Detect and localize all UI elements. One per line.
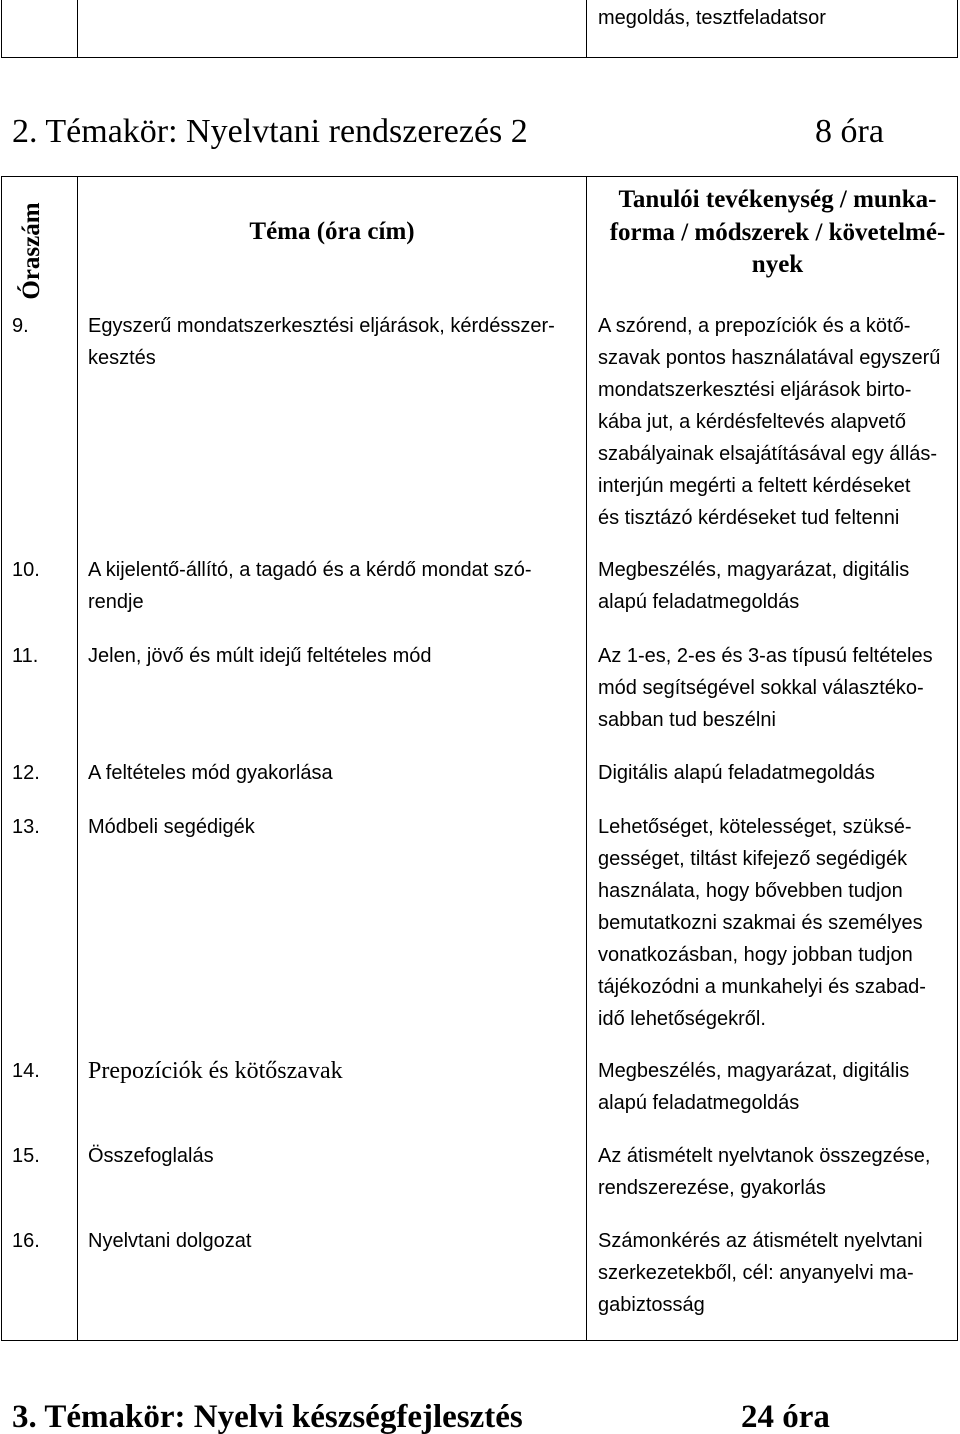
row-activity <box>598 811 926 1035</box>
table-row <box>0 1055 958 1114</box>
row-activity <box>598 1140 930 1204</box>
activity-line: Digitális alapú feladatmegoldás <box>598 762 875 784</box>
row-topic <box>88 1225 251 1257</box>
activity-line: vonatkozásban, hogy jobban tudjon <box>598 944 913 966</box>
row-number: 14. <box>12 1060 40 1082</box>
activity-line: interjún megérti a feltett kérdéseket <box>598 475 911 497</box>
table-column-divider <box>586 0 587 58</box>
topic-line: A feltételes mód gyakorlása <box>88 762 333 784</box>
table-row <box>0 757 958 789</box>
column-header-hours: Óraszám <box>18 202 45 300</box>
row-topic <box>88 310 555 374</box>
activity-line: alapú feladatmegoldás <box>598 1092 800 1114</box>
activity-line: szabályainak elsajátításával egy állás- <box>598 443 938 465</box>
activity-line: megoldás, tesztfeladatsor <box>598 7 826 29</box>
activity-line: mód segítségével sokkal választéko- <box>598 677 924 699</box>
table-border-right <box>957 0 958 58</box>
table-border-top <box>1 176 958 177</box>
row-topic <box>88 640 432 672</box>
row-topic <box>88 757 333 789</box>
column-header-topic: Téma (óra cím) <box>249 218 415 245</box>
table-border-bottom <box>1 57 958 58</box>
table-column-divider <box>77 0 78 58</box>
row-activity <box>598 554 909 618</box>
topic-line: A kijelentő-állító, a tagadó és a kérdő mondat szó- <box>88 559 532 581</box>
activity-line: Lehetőséget, kötelességet, szüksé- <box>598 816 912 838</box>
table-border-left <box>1 0 2 58</box>
header-line: nyek <box>751 251 804 278</box>
activity-line: rendszerezése, gyakorlás <box>598 1177 826 1199</box>
section-hours: 8 óra <box>815 113 884 150</box>
activity-line: A szórend, a prepozíciók és a kötő- <box>598 315 911 337</box>
topic-line: Nyelvtani dolgozat <box>88 1230 252 1252</box>
table-row <box>0 554 958 613</box>
table-row <box>0 640 958 731</box>
topic-line: rendje <box>88 591 144 613</box>
table-row <box>0 811 958 1030</box>
row-activity <box>598 1225 923 1321</box>
column-header-activity <box>598 184 957 282</box>
row-number: 13. <box>12 816 40 838</box>
topic-line: Egyszerű mondatszerkesztési eljárások, kérdésszer- <box>88 315 555 337</box>
section-title: 3. Témakör: Nyelvi készségfejlesztés <box>12 1399 523 1434</box>
activity-line: Az átismételt nyelvtanok összegzése, <box>598 1145 931 1167</box>
activity-line: sabban tud beszélni <box>598 709 776 731</box>
activity-line: szerkezetekből, cél: anyanyelvi ma- <box>598 1262 914 1284</box>
row-number: 16. <box>12 1230 40 1252</box>
activity-line: Megbeszélés, magyarázat, digitális <box>598 559 910 581</box>
row-activity <box>598 757 875 789</box>
activity-line: szavak pontos használatával egyszerű <box>598 347 941 369</box>
activity-line: használata, hogy bővebben tudjon <box>598 880 903 902</box>
row-number: 12. <box>12 762 40 784</box>
activity-line: tájékozódni a munkahelyi és szabad- <box>598 976 926 998</box>
activity-line: Az 1-es, 2-es és 3-as típusú feltételes <box>598 645 933 667</box>
row-number: 10. <box>12 559 40 581</box>
row-topic <box>88 811 255 843</box>
topic-line: Jelen, jövő és múlt idejű feltételes mód <box>88 645 432 667</box>
row-activity <box>598 310 940 534</box>
activity-line: bemutatkozni szakmai és személyes <box>598 912 923 934</box>
row-topic <box>88 1055 343 1087</box>
activity-line: idő lehetőségekről. <box>598 1008 766 1030</box>
topic-line: Módbeli segédigék <box>88 816 255 838</box>
row-number: 9. <box>12 315 29 337</box>
row-activity <box>598 1055 909 1119</box>
topic-line: kesztés <box>88 347 156 369</box>
table-row <box>0 310 958 529</box>
row-topic <box>88 1140 214 1172</box>
activity-line: Megbeszélés, magyarázat, digitális <box>598 1060 910 1082</box>
section-hours: 24 óra <box>741 1399 830 1434</box>
activity-line: alapú feladatmegoldás <box>598 591 800 613</box>
section-title: 2. Témakör: Nyelvtani rendszerezés 2 <box>12 113 528 150</box>
activity-line: kába jut, a kérdésfeltevés alapvető <box>598 411 906 433</box>
activity-line: Számonkérés az átismételt nyelvtani <box>598 1230 923 1252</box>
activity-line: mondatszerkesztési eljárások birto- <box>598 379 912 401</box>
activity-line: és tisztázó kérdéseket tud feltenni <box>598 507 900 529</box>
header-line: Tanulói tevékenység / munka- <box>618 186 937 213</box>
table-row <box>0 1225 958 1316</box>
row-number: 15. <box>12 1145 40 1167</box>
row-topic <box>88 554 532 618</box>
table-border-bottom <box>1 1340 958 1341</box>
header-line: forma / módszerek / követelmé- <box>609 218 946 246</box>
activity-line: gabiztosság <box>598 1294 705 1316</box>
topic-line: Prepozíciók és kötőszavak <box>88 1058 343 1084</box>
row-activity <box>598 640 933 736</box>
table-row <box>0 1140 958 1199</box>
topic-line: Összefoglalás <box>88 1145 214 1167</box>
activity-line: gességet, tiltást kifejező segédigék <box>598 848 908 870</box>
row-number: 11. <box>12 645 39 667</box>
